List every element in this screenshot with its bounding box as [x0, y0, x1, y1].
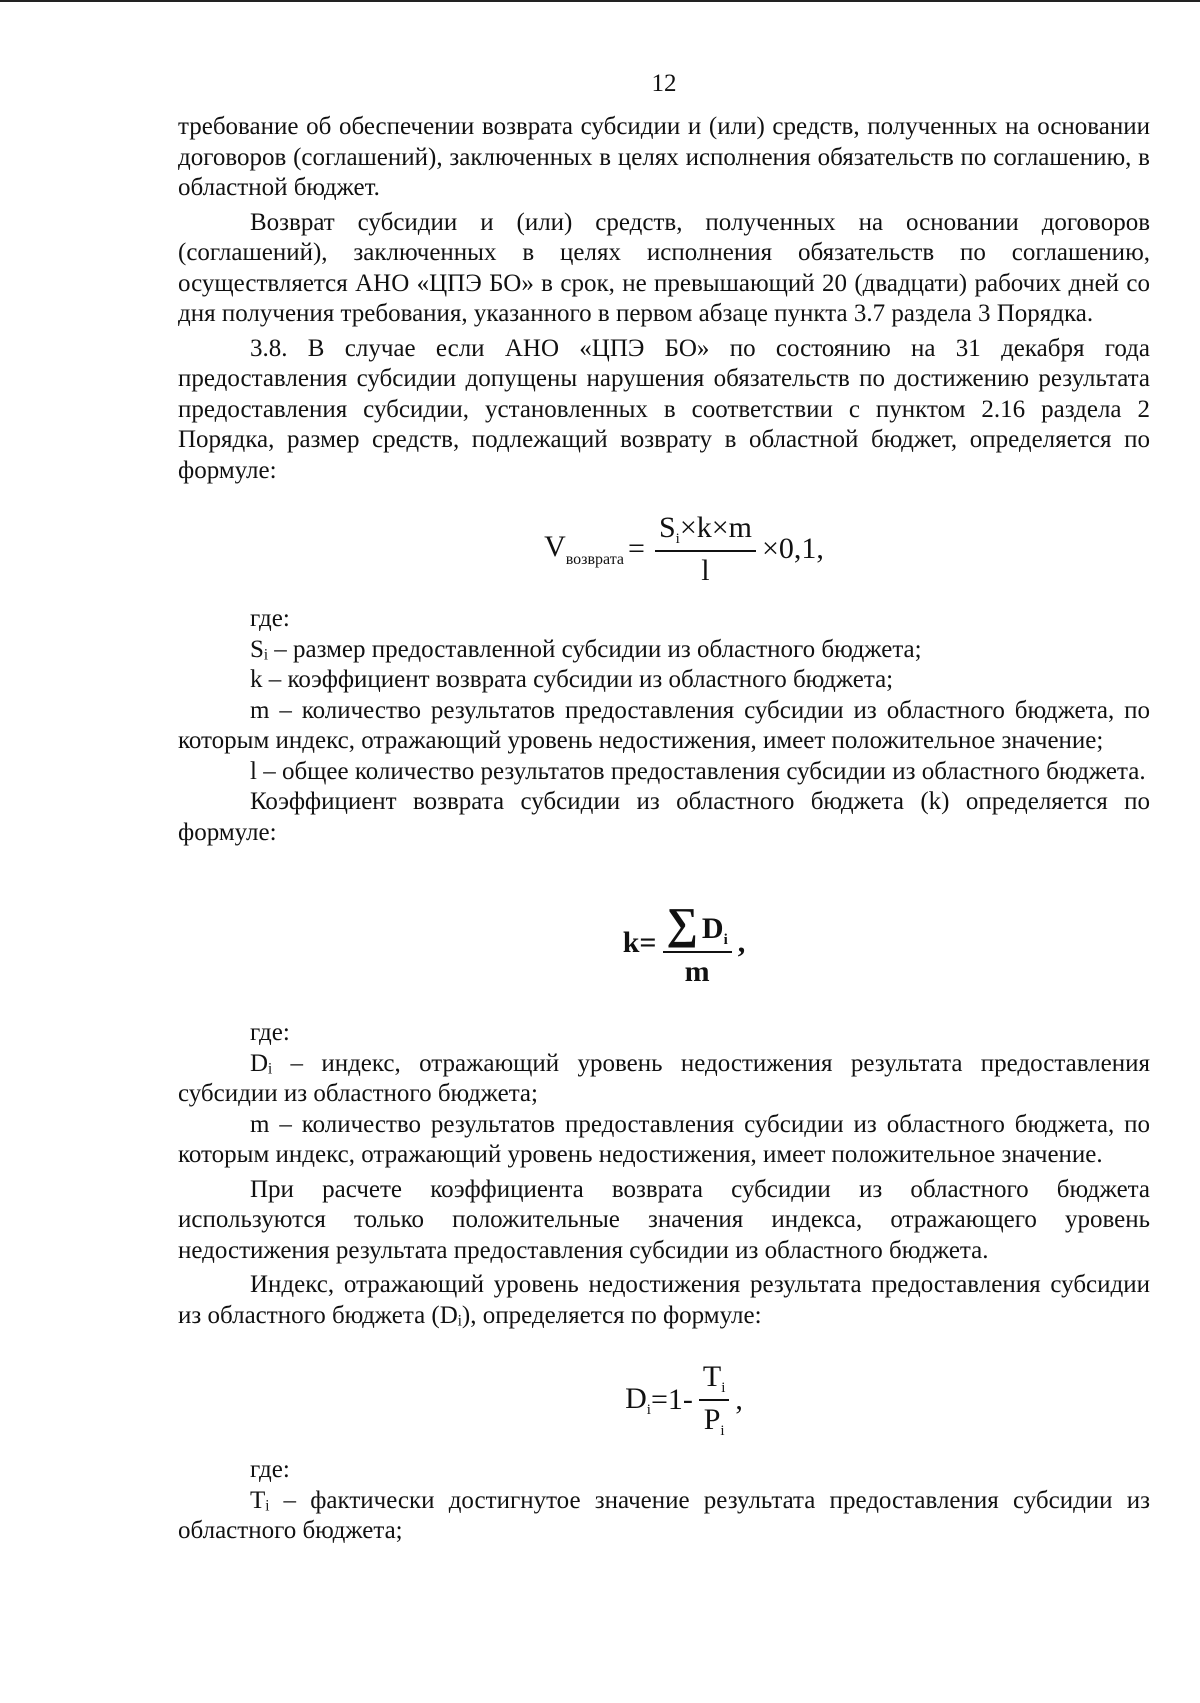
- paragraph: где:: [250, 605, 290, 632]
- paragraph: Индекс, отражающий уровень недостижения результата предоставления субсидии из областного бюджета (Dᵢ), определяется по формуле:: [178, 1271, 1150, 1329]
- definition: Tᵢ – фактически достигнутое значение результата предоставления субсидии из областного бюджета;: [178, 1486, 1150, 1544]
- formula-eq: =: [628, 532, 645, 565]
- formula-coefficient: [218, 868, 1150, 1018]
- formula-index: [218, 1345, 1150, 1455]
- formula-denominator: m: [684, 954, 710, 988]
- definition: Sᵢ – размер предоставленной субсидии из областного бюджета;: [250, 635, 922, 663]
- formula-numerator: ∑ $D_i$: [663, 898, 732, 953]
- formula-eq: =: [639, 926, 657, 959]
- definition: k – коэффициент возврата субсидии из областного бюджета;: [250, 666, 894, 693]
- formula-denominator: l: [701, 553, 710, 587]
- formula-fraction: [699, 1360, 730, 1440]
- formula-numerator: $T_i$: [699, 1360, 730, 1401]
- paragraph: Возврат субсидии и (или) средств, полученных на основании договоров (соглашений), заключенных в целях исполнения обязательств по соглашению, осуществляется АНО «ЦПЭ БО» в срок, не превышающий 20 (двадцати) рабочих дней со дня получения требования, указанного в первом абзаце пункта 3.7 раздела 3 Порядка.: [178, 208, 1150, 327]
- paragraph: Коэффициент возврата субсидии из областного бюджета (k) определяется по формуле:: [178, 788, 1150, 846]
- scan-top-border: [0, 0, 1200, 2]
- formula-tail: ×0,1,: [762, 532, 824, 565]
- paragraph: 3.8. В случае если АНО «ЦПЭ БО» по состоянию на 31 декабря года предоставления субсидии допущены нарушения обязательств по достижению результата предоставления субсидии, установленных в соответствии с пунктом 2.16 раздела 2 Порядка, размер средств, подлежащий возврату в областной бюджет, определяется по формуле:: [178, 334, 1150, 484]
- definition: Dᵢ – индекс, отражающий уровень недостижения результата предоставления субсидии из областного бюджета;: [178, 1049, 1150, 1107]
- formula-tail: ,: [737, 926, 746, 959]
- formula-lhs: $V_{возврата}$: [544, 529, 625, 568]
- formula-eq: =1-: [650, 1383, 693, 1416]
- formula-fraction: [655, 511, 756, 588]
- formula-numerator: $S_i\times k\times m$: [655, 511, 756, 552]
- formula-fraction: [663, 898, 732, 989]
- paragraph: где:: [250, 1456, 290, 1483]
- page-number: 12: [651, 70, 677, 97]
- paragraph: При расчете коэффициента возврата субсидии из областного бюджета используются только положительные значения индекса, отражающего уровень недостижения результата предоставления субсидии из областного бюджета.: [178, 1175, 1150, 1264]
- document-page: [178, 70, 1150, 1547]
- formula-denominator: $P_i$: [703, 1403, 725, 1439]
- paragraph: где:: [250, 1019, 290, 1046]
- definition: l – общее количество результатов предоставления субсидии из областного бюджета.: [250, 757, 1146, 785]
- formula-lhs: $D_i$: [625, 1381, 651, 1418]
- definition: m – количество результатов предоставления субсидии из областного бюджета, по которым индекс, отражающий уровень недостижения, имеет положительное значение.: [178, 1110, 1150, 1168]
- definition: m – количество результатов предоставления субсидии из областного бюджета, по которым индекс, отражающий уровень недостижения, имеет положительное значение;: [178, 696, 1150, 754]
- formula-lhs: k: [622, 926, 640, 959]
- formula-tail: ,: [735, 1383, 743, 1416]
- formula-refund-amount: [218, 494, 1150, 604]
- paragraph: требование об обеспечении возврата субсидии и (или) средств, полученных на основании договоров (соглашений), заключенных в целях исполнения обязательств по соглашению, в областной бюджет.: [178, 113, 1150, 201]
